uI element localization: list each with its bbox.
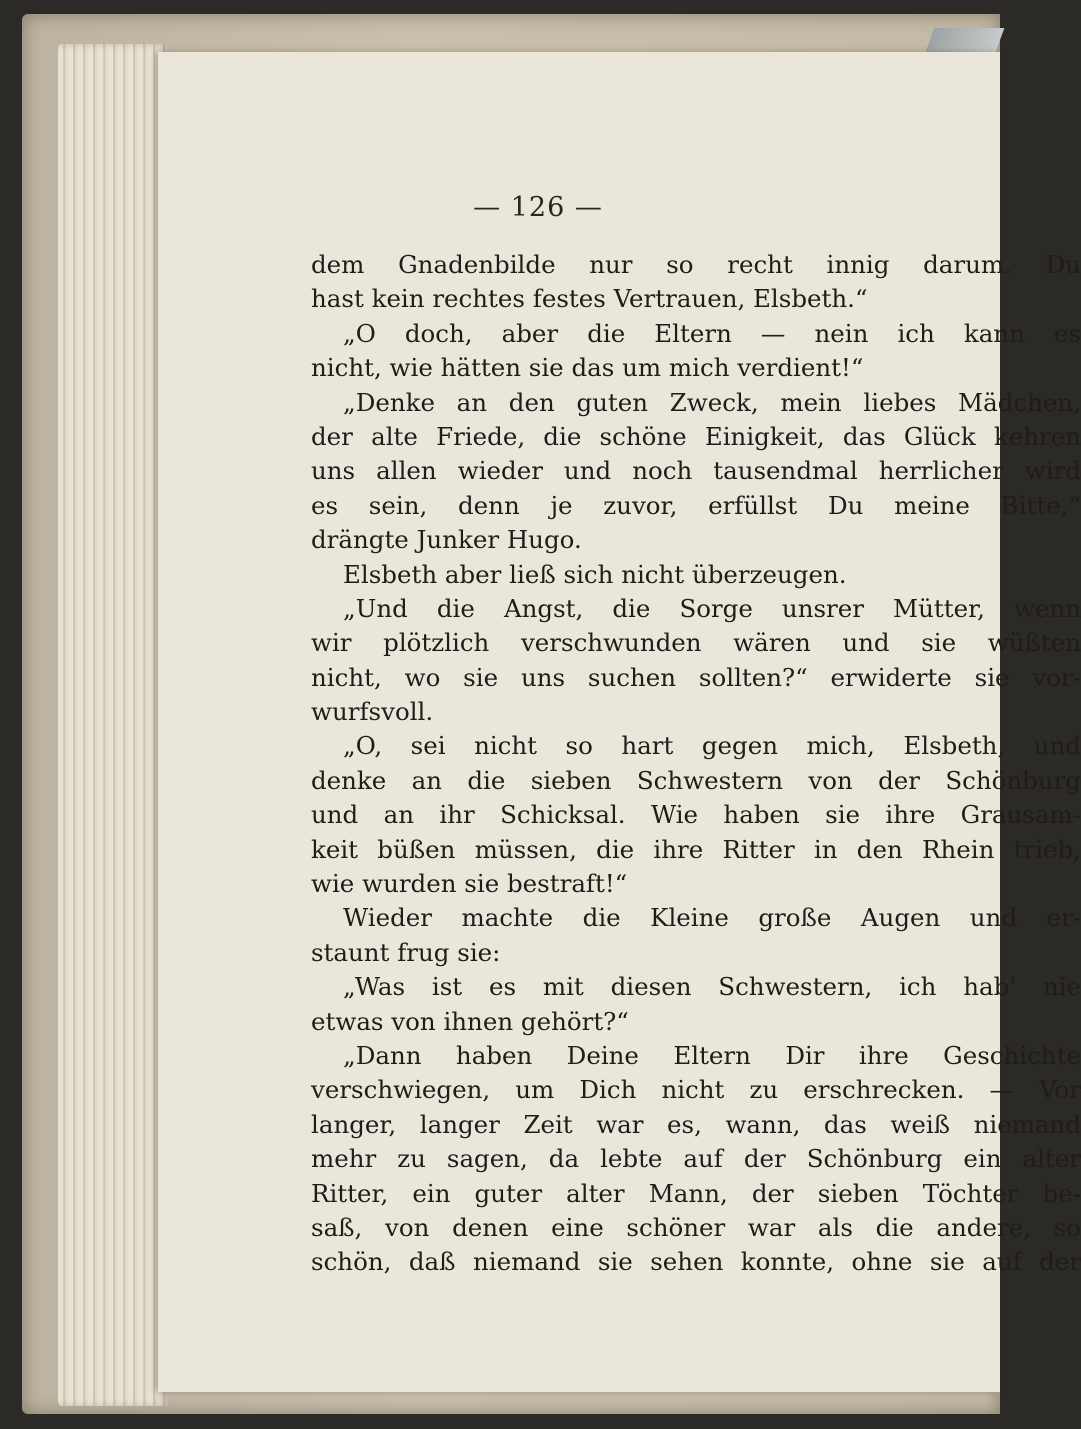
text-line: staunt frug sie: [311,937,501,967]
text-line: „O doch, aber die Eltern — nein ich kann es [343,318,1081,348]
text-line: saß, von denen eine schöner war als die andere, so [311,1212,1081,1242]
text-line: hast kein rechtes festes Vertrauen, Elsbeth.“ [311,284,868,314]
text-line: Wieder machte die Kleine große Augen und er- [343,903,1081,933]
text-line: keit büßen müssen, die ihre Ritter in den Rhein trieb, [311,834,1081,864]
text-line: Elsbeth aber ließ sich nicht überzeugen. [343,559,847,589]
book-spine-tab [926,28,1005,52]
text-line: drängte Junker Hugo. [311,525,582,555]
text-line: langer, langer Zeit war es, wann, das weiß niemand [311,1109,1081,1139]
text-line: verschwiegen, um Dich nicht zu erschrecken. — Vor [311,1075,1081,1105]
text-line: und an ihr Schicksal. Wie haben sie ihre Grausam- [311,800,1081,830]
text-line: „Dann haben Deine Eltern Dir ihre Geschichte [343,1040,1081,1070]
text-line: etwas von ihnen gehört?“ [311,1006,629,1036]
text-line: nicht, wo sie uns suchen sollten?“ erwiderte sie vor- [311,662,1081,692]
book-page [158,52,1081,1392]
text-line: mehr zu sagen, da lebte auf der Schönburg ein alter [311,1144,1081,1174]
text-line: „Was ist es mit diesen Schwestern, ich hab' nie [343,972,1081,1002]
text-line: wie wurden sie bestraft!“ [311,869,628,899]
text-line: „Denke an den guten Zweck, mein liebes Mädchen, [343,387,1081,417]
page-edges [58,44,168,1406]
text-line: Ritter, ein guter alter Mann, der sieben Töchter be- [311,1178,1081,1208]
text-line: denke an die sieben Schwestern von der Schönburg [311,765,1081,795]
text-line: es sein, denn je zuvor, erfüllst Du meine Bitte,“ [311,490,1081,520]
text-line: wurfsvoll. [311,697,434,727]
text-line: wir plötzlich verschwunden wären und sie wüßten [311,628,1081,658]
text-line: dem Gnadenbilde nur so recht innig darum. Du [311,250,1081,279]
text-line: „O, sei nicht so hart gegen mich, Elsbeth, und [343,731,1081,761]
body-text [311,248,1081,1280]
text-line: „Und die Angst, die Sorge unsrer Mütter, wenn [343,593,1081,623]
text-line: der alte Friede, die schöne Einigkeit, das Glück kehren [311,421,1081,451]
page-number-text: — 126 — [473,192,603,223]
text-line: uns allen wieder und noch tausendmal herrlicher wird [311,456,1081,486]
page-number [158,192,1000,223]
text-line: nicht, wie hätten sie das um mich verdient!“ [311,353,864,383]
text-line: schön, daß niemand sie sehen konnte, ohne sie auf der [311,1247,1081,1277]
